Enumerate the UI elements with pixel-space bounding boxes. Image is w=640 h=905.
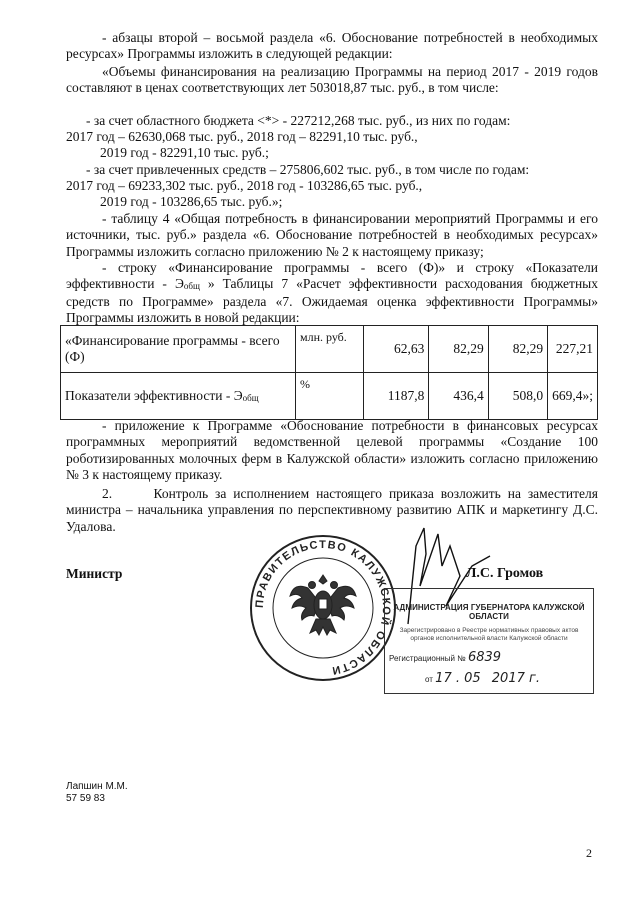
- executor-name: Лапшин М.М.: [66, 781, 128, 792]
- table-row-efficiency: [61, 373, 598, 420]
- paragraph-attracted-years-1: 2017 год – 69233,302 тыс. руб., 2018 год - 103286,65 тыс. руб.,: [66, 178, 423, 193]
- eagle-emblem-icon: [290, 575, 356, 635]
- financing-table: [60, 325, 598, 420]
- efficiency-symbol: Эобщ: [174, 276, 200, 292]
- paragraph-sections-amendment: - абзацы второй – восьмой раздела «6. Обоснование потребностей в необходимых ресурсах» Программы изложить в следующей редакции:: [66, 30, 598, 62]
- table-cell-unit: млн. руб.: [295, 326, 363, 373]
- official-seal: [248, 533, 398, 683]
- seal-text: ПРАВИТЕЛЬСТВО КАЛУЖСКОЙ ОБЛАСТИ: [253, 538, 393, 677]
- paragraph-regional-years-2: 2019 год - 82291,10 тыс. руб.;: [100, 145, 269, 160]
- table-cell-2017: 1187,8: [364, 373, 429, 420]
- table-cell-2018: 436,4: [429, 373, 488, 420]
- table-cell-2019: 82,29: [488, 326, 547, 373]
- page-number: 2: [586, 846, 592, 860]
- minister-name: Л.С. Громов: [466, 566, 544, 581]
- stamp-date: от 17 . 05 2017 г.: [425, 671, 540, 686]
- table-row-financing: [61, 326, 598, 373]
- stamp-header: АДМИНИСТРАЦИЯ ГУБЕРНАТОРА КАЛУЖСКОЙ ОБЛАСТИ: [393, 603, 585, 621]
- table-cell-total: 669,4»;: [548, 373, 598, 420]
- table-cell-total: 227,21: [548, 326, 598, 373]
- paragraph-table-7: - строку «Финансирование программы - всего (Ф)» и строку «Показатели эффективности - Эобщ » Таблицы 7 «Расчет эффективности расходования бюджетных средств по Программе» раздела «7. Ожидаемая оценка эффективности Программы» Программы изложить в новой редакции:: [66, 260, 598, 326]
- paragraph-financing-volume: «Объемы финансирования на реализацию Программы на период 2017 - 2019 годов составляют в ценах соответствующих лет 503018,87 тыс. руб., в том числе:: [66, 64, 598, 96]
- stamp-registration: Регистрационный № 6839: [389, 650, 502, 665]
- paragraph-table-4: - таблицу 4 «Общая потребность в финансировании мероприятий Программы и его источники, тыс. руб.» раздела «6. Обоснование потребностей в необходимых ресурсах» Программы изложить согласно приложению № 2 к настоящему приказу;: [66, 211, 598, 259]
- table-cell-unit: %: [295, 373, 363, 420]
- executor-phone: 57 59 83: [66, 793, 105, 804]
- stamp-body: Зарегистрировано в Реестре нормативных правовых актов органов исполнительной власти Калужской области: [399, 627, 579, 642]
- table-cell-2018: 82,29: [429, 326, 488, 373]
- paragraph-regional-years-1: 2017 год – 62630,068 тыс. руб., 2018 год – 82291,10 тыс. руб.,: [66, 129, 418, 144]
- minister-title: Министр: [66, 566, 123, 581]
- paragraph-appendix: - приложение к Программе «Обоснование потребности в финансовых ресурсах программных мероприятий ведомственной целевой программы «Создание 100 роботизированных молочных ферм в Калужской области» изложить согласно приложению № 3 к настоящему приказу.: [66, 418, 598, 483]
- table-cell-2017: 62,63: [364, 326, 429, 373]
- paragraph-control: 2. Контроль за исполнением настоящего приказа возложить на заместителя министра – начальника управления по перспективному развитию АПК и маркетингу Д.С. Удалова.: [66, 486, 598, 534]
- table-cell-2019: 508,0: [488, 373, 547, 420]
- paragraph-attracted-funds: - за счет привлеченных средств – 275806,602 тыс. руб., в том числе по годам:: [86, 162, 530, 177]
- paragraph-attracted-years-2: 2019 год - 103286,65 тыс. руб.»;: [100, 194, 283, 209]
- registration-number: 6839: [467, 650, 502, 665]
- executor-info: [66, 781, 128, 805]
- registration-stamp: [384, 588, 594, 694]
- table-cell-label: Показатели эффективности - Эобщ: [61, 373, 296, 420]
- paragraph-regional-budget: - за счет областного бюджета <*> - 227212,268 тыс. руб., из них по годам:: [86, 113, 511, 128]
- table-cell-label: «Финансирование программы - всего (Ф): [61, 326, 296, 373]
